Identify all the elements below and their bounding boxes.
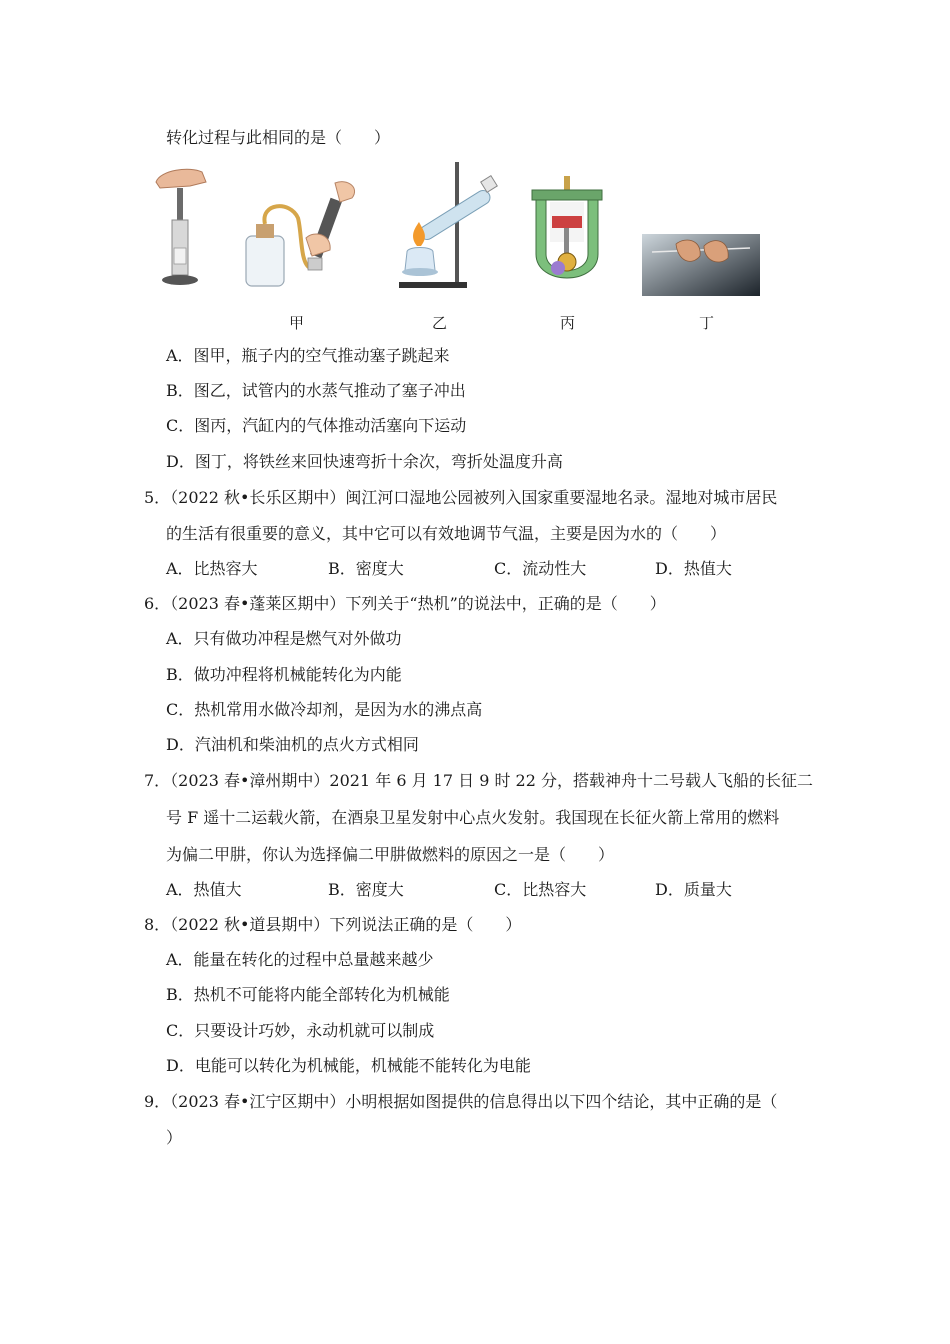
q9-stem-line1: 9．（2023 春•江宁区期中）小明根据如图提供的信息得出以下四个结论，其中正确的是（	[144, 1092, 778, 1111]
engine-cylinder-icon	[530, 176, 605, 298]
q6-option-d[interactable]: D．汽油机和柴油机的点火方式相同	[166, 735, 419, 754]
q5-option-d[interactable]: D．热值大	[655, 559, 732, 578]
q5-option-a[interactable]: A．比热容大	[166, 559, 258, 578]
q4-stem-tail: 转化过程与此相同的是（ ）	[166, 128, 391, 147]
fire-piston-icon	[150, 160, 210, 290]
q8-stem-line1: 8．（2022 秋•道县期中）下列说法正确的是（ ）	[144, 915, 522, 934]
q9-stem-line2: ）	[166, 1128, 183, 1147]
q6-option-b[interactable]: B．做功冲程将机械能转化为内能	[166, 665, 402, 684]
q6-stem-line1: 6．（2023 春•蓬莱区期中）下列关于“热机”的说法中，正确的是（ ）	[144, 594, 666, 613]
q5-option-c[interactable]: C．流动性大	[494, 559, 587, 578]
bottle-pump-figure	[240, 178, 365, 290]
q5-stem-line1: 5．（2022 秋•长乐区期中）闽江河口湿地公园被列入国家重要湿地名录。湿地对城市居民	[144, 488, 778, 507]
test-tube-stand-figure	[395, 160, 505, 290]
q6-option-c[interactable]: C．热机常用水做冷却剂，是因为水的沸点高	[166, 700, 483, 719]
q8-option-d[interactable]: D．电能可以转化为机械能，机械能不能转化为电能	[166, 1056, 531, 1075]
test-tube-stand-icon	[395, 160, 505, 290]
bending-wire-icon	[642, 234, 760, 296]
figure-label-jia: 甲	[289, 314, 305, 332]
q7-option-b[interactable]: B．密度大	[328, 880, 404, 899]
q4-option-a[interactable]: A．图甲，瓶子内的空气推动塞子跳起来	[166, 346, 450, 365]
fire-piston-figure	[150, 160, 210, 290]
q4-option-c[interactable]: C．图丙，汽缸内的气体推动活塞向下运动	[166, 416, 467, 435]
q7-stem-line3: 为偏二甲肼，你认为选择偏二甲肼做燃料的原因之一是（ ）	[166, 845, 615, 864]
q7-option-d[interactable]: D．质量大	[655, 880, 732, 899]
q7-stem-line1: 7．（2023 春•漳州期中）2021 年 6 月 17 日 9 时 22 分，搭载神舟十二号载人飞船的长征二	[144, 771, 813, 790]
bending-wire-figure	[642, 234, 760, 296]
q7-option-c[interactable]: C．比热容大	[494, 880, 587, 899]
q5-option-b[interactable]: B．密度大	[328, 559, 404, 578]
figure-label-yi: 乙	[432, 314, 448, 332]
figure-label-ding: 丁	[699, 314, 715, 332]
q4-option-d[interactable]: D．图丁，将铁丝来回快速弯折十余次，弯折处温度升高	[166, 452, 563, 471]
q8-option-c[interactable]: C．只要设计巧妙，永动机就可以制成	[166, 1021, 435, 1040]
q6-option-a[interactable]: A．只有做功冲程是燃气对外做功	[166, 629, 402, 648]
bottle-pump-icon	[240, 178, 365, 290]
q4-option-b[interactable]: B．图乙，试管内的水蒸气推动了塞子冲出	[166, 381, 466, 400]
q8-option-b[interactable]: B．热机不可能将内能全部转化为机械能	[166, 985, 450, 1004]
figure-label-bing: 丙	[560, 314, 576, 332]
q7-option-a[interactable]: A．热值大	[166, 880, 242, 899]
q8-option-a[interactable]: A．能量在转化的过程中总量越来越少	[166, 950, 434, 969]
q5-stem-line2: 的生活有很重要的意义，其中它可以有效地调节气温，主要是因为水的（ ）	[166, 524, 727, 543]
engine-cylinder-figure	[530, 176, 605, 298]
q7-stem-line2: 号 F 遥十二运载火箭，在酒泉卫星发射中心点火发射。我国现在长征火箭上常用的燃料	[166, 808, 780, 827]
